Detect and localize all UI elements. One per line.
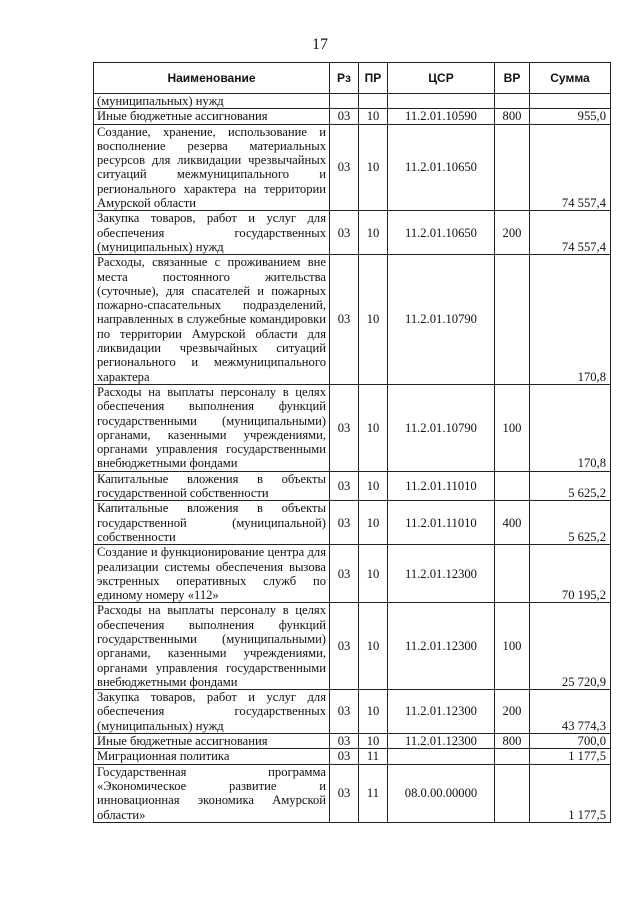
cell-name: Закупка товаров, работ и услуг для обеспечения государственных (муниципальных) нужд xyxy=(94,690,330,734)
cell-sum: 43 774,3 xyxy=(530,690,611,734)
cell-rz: 03 xyxy=(330,603,359,690)
cell-sum xyxy=(530,94,611,109)
cell-sum: 70 195,2 xyxy=(530,545,611,603)
header-name: Наименование xyxy=(94,63,330,94)
cell-vr xyxy=(495,764,530,822)
table-row xyxy=(94,764,611,822)
page-number: 17 xyxy=(312,36,328,53)
cell-csr: 11.2.01.12300 xyxy=(388,734,495,749)
cell-vr: 800 xyxy=(495,734,530,749)
cell-rz: 03 xyxy=(330,384,359,471)
cell-sum: 1 177,5 xyxy=(530,764,611,822)
cell-sum: 170,8 xyxy=(530,255,611,385)
cell-rz: 03 xyxy=(330,211,359,255)
cell-sum: 74 557,4 xyxy=(530,124,611,211)
cell-vr: 200 xyxy=(495,690,530,734)
table-header-row xyxy=(94,63,611,94)
cell-vr xyxy=(495,545,530,603)
cell-pr: 10 xyxy=(359,255,388,385)
cell-pr: 11 xyxy=(359,749,388,764)
cell-csr: 11.2.01.10650 xyxy=(388,124,495,211)
cell-rz: 03 xyxy=(330,471,359,501)
cell-pr: 10 xyxy=(359,124,388,211)
cell-sum: 700,0 xyxy=(530,734,611,749)
table-row xyxy=(94,94,611,109)
cell-vr: 100 xyxy=(495,384,530,471)
cell-name: (муниципальных) нужд xyxy=(94,94,330,109)
cell-pr: 10 xyxy=(359,545,388,603)
cell-vr xyxy=(495,749,530,764)
cell-csr xyxy=(388,749,495,764)
cell-rz xyxy=(330,94,359,109)
table-row xyxy=(94,749,611,764)
cell-rz: 03 xyxy=(330,545,359,603)
cell-vr xyxy=(495,255,530,385)
cell-csr: 11.2.01.12300 xyxy=(388,603,495,690)
cell-rz: 03 xyxy=(330,255,359,385)
cell-csr: 11.2.01.11010 xyxy=(388,501,495,545)
cell-pr: 11 xyxy=(359,764,388,822)
cell-name: Создание, хранение, использование и восполнение резерва материальных ресурсов для ликвидации чрезвычайных ситуаций межмуниципального и регионального характера на территории Амурской области xyxy=(94,124,330,211)
cell-name: Расходы на выплаты персоналу в целях обеспечения выполнения функций государственными (муниципальными) органами, казенными учреждениями, органами управления государственными внебюджетными фондами xyxy=(94,384,330,471)
table-row xyxy=(94,501,611,545)
cell-rz: 03 xyxy=(330,501,359,545)
cell-sum: 5 625,2 xyxy=(530,471,611,501)
budget-table xyxy=(93,62,611,823)
cell-name: Закупка товаров, работ и услуг для обеспечения государственных (муниципальных) нужд xyxy=(94,211,330,255)
cell-csr xyxy=(388,94,495,109)
cell-name: Расходы, связанные с проживанием вне места постоянного жительства (суточные), для спасателей и пожарных пожарно-спасательных подразделений, направленных в служебные командировки по территории Амурской области для ликвидации чрезвычайных ситуаций регионального и межмуниципального характера xyxy=(94,255,330,385)
cell-vr xyxy=(495,94,530,109)
table-row xyxy=(94,211,611,255)
cell-rz: 03 xyxy=(330,734,359,749)
table-row xyxy=(94,690,611,734)
cell-pr: 10 xyxy=(359,734,388,749)
cell-pr: 10 xyxy=(359,690,388,734)
header-pr: ПР xyxy=(359,63,388,94)
cell-vr: 100 xyxy=(495,603,530,690)
table-row xyxy=(94,603,611,690)
cell-pr: 10 xyxy=(359,603,388,690)
header-vr: ВР xyxy=(495,63,530,94)
cell-name: Капитальные вложения в объекты государственной (муниципальной) собственности xyxy=(94,501,330,545)
table-row xyxy=(94,384,611,471)
cell-vr xyxy=(495,471,530,501)
cell-vr: 800 xyxy=(495,109,530,124)
cell-name: Государственная программа «Экономическое развитие и инновационная экономика Амурской области» xyxy=(94,764,330,822)
cell-csr: 11.2.01.10590 xyxy=(388,109,495,124)
cell-sum: 74 557,4 xyxy=(530,211,611,255)
header-sum: Сумма xyxy=(530,63,611,94)
cell-vr: 400 xyxy=(495,501,530,545)
cell-vr: 200 xyxy=(495,211,530,255)
cell-csr: 11.2.01.11010 xyxy=(388,471,495,501)
cell-name: Миграционная политика xyxy=(94,749,330,764)
cell-csr: 11.2.01.10650 xyxy=(388,211,495,255)
cell-sum: 5 625,2 xyxy=(530,501,611,545)
cell-name: Иные бюджетные ассигнования xyxy=(94,109,330,124)
cell-rz: 03 xyxy=(330,124,359,211)
cell-pr: 10 xyxy=(359,501,388,545)
cell-csr: 11.2.01.12300 xyxy=(388,545,495,603)
cell-csr: 11.2.01.10790 xyxy=(388,255,495,385)
table-row xyxy=(94,545,611,603)
cell-csr: 11.2.01.10790 xyxy=(388,384,495,471)
cell-name: Иные бюджетные ассигнования xyxy=(94,734,330,749)
cell-name: Расходы на выплаты персоналу в целях обеспечения выполнения функций государственными (муниципальными) органами, казенными учреждениями, органами управления государственными внебюджетными фондами xyxy=(94,603,330,690)
table-row xyxy=(94,109,611,124)
cell-rz: 03 xyxy=(330,690,359,734)
cell-pr: 10 xyxy=(359,471,388,501)
cell-sum: 25 720,9 xyxy=(530,603,611,690)
table-row xyxy=(94,471,611,501)
cell-pr: 10 xyxy=(359,384,388,471)
header-csr: ЦСР xyxy=(388,63,495,94)
table-row xyxy=(94,124,611,211)
cell-rz: 03 xyxy=(330,764,359,822)
cell-name: Капитальные вложения в объекты государственной собственности xyxy=(94,471,330,501)
header-rz: Рз xyxy=(330,63,359,94)
cell-vr xyxy=(495,124,530,211)
cell-csr: 11.2.01.12300 xyxy=(388,690,495,734)
cell-pr: 10 xyxy=(359,211,388,255)
table-row xyxy=(94,255,611,385)
cell-csr: 08.0.00.00000 xyxy=(388,764,495,822)
cell-pr xyxy=(359,94,388,109)
cell-sum: 170,8 xyxy=(530,384,611,471)
cell-sum: 1 177,5 xyxy=(530,749,611,764)
table-body xyxy=(94,94,611,823)
cell-rz: 03 xyxy=(330,109,359,124)
cell-pr: 10 xyxy=(359,109,388,124)
cell-sum: 955,0 xyxy=(530,109,611,124)
cell-name: Создание и функционирование центра для реализации системы обеспечения вызова экстренных оперативных служб по единому номеру «112» xyxy=(94,545,330,603)
cell-rz: 03 xyxy=(330,749,359,764)
table-row xyxy=(94,734,611,749)
